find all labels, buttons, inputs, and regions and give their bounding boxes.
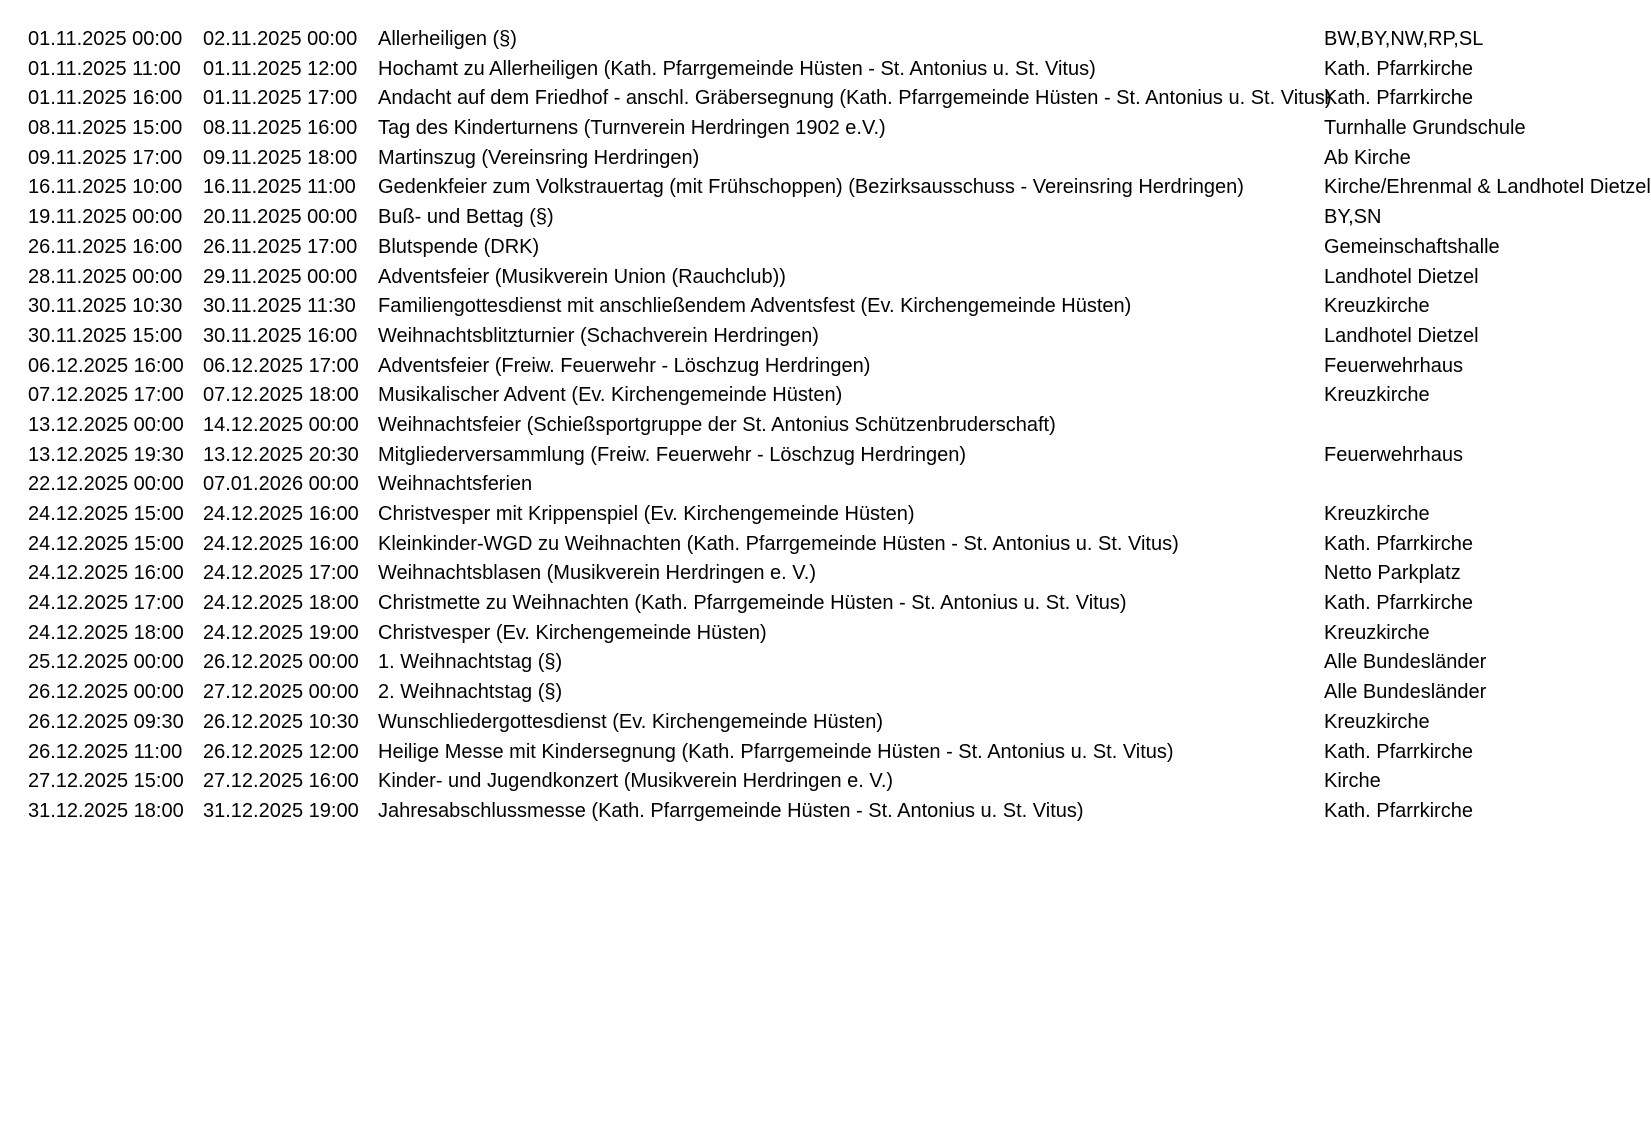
event-end: 07.01.2026 00:00 xyxy=(203,473,359,496)
event-start: 30.11.2025 10:30 xyxy=(28,295,183,318)
event-title: Allerheiligen (§) xyxy=(378,28,517,50)
event-start: 24.12.2025 15:00 xyxy=(28,532,184,555)
event-title: Kinder- und Jugendkonzert (Musikverein Herdringen e. V.) xyxy=(378,770,894,793)
event-start: 30.11.2025 15:00 xyxy=(28,324,183,347)
event-title: Familiengottesdienst mit anschließendem Adventsfest (Ev. Kirchengemeinde Hüsten) xyxy=(378,295,1132,318)
event-start: 22.12.2025 00:00 xyxy=(28,473,184,496)
event-title: Andacht auf dem Friedhof - anschl. Gräbersegnung (Kath. Pfarrgemeinde Hüsten - St. Antonius u. St. Vitus) xyxy=(378,87,1332,110)
event-location: BW,BY,NW,RP,SL xyxy=(1324,28,1484,50)
event-start: 27.12.2025 15:00 xyxy=(28,770,184,793)
event-start: 01.11.2025 00:00 xyxy=(28,28,183,50)
event-start: 25.12.2025 00:00 xyxy=(28,651,184,674)
event-row xyxy=(28,173,1651,203)
event-title: 2. Weihnachtstag (§) xyxy=(378,681,563,704)
event-end: 16.11.2025 11:00 xyxy=(203,176,356,199)
event-row xyxy=(28,322,1588,352)
event-location: Kath. Pfarrkirche xyxy=(1324,799,1473,822)
event-title: Gedenkfeier zum Volkstrauertag (mit Frühschoppen) (Bezirksausschuss - Vereinsring Herdringen) xyxy=(378,176,1244,199)
event-start: 19.11.2025 00:00 xyxy=(28,206,183,229)
event-title: Hochamt zu Allerheiligen (Kath. Pfarrgemeinde Hüsten - St. Antonius u. St. Vitus) xyxy=(378,57,1096,80)
event-location: Kreuzkirche xyxy=(1324,503,1430,525)
event-end: 30.11.2025 11:30 xyxy=(203,295,356,318)
event-end: 07.12.2025 18:00 xyxy=(203,384,359,407)
event-title: Christmette zu Weihnachten (Kath. Pfarrgemeinde Hüsten - St. Antonius u. St. Vitus) xyxy=(378,592,1127,615)
event-end: 06.12.2025 17:00 xyxy=(203,354,359,377)
event-start: 08.11.2025 15:00 xyxy=(28,117,183,140)
event-start: 24.12.2025 18:00 xyxy=(28,621,184,644)
event-row xyxy=(28,84,1588,114)
event-location: Ab Kirche xyxy=(1324,146,1411,169)
event-row xyxy=(28,678,1588,708)
event-row xyxy=(28,55,1588,85)
event-title: Adventsfeier (Freiw. Feuerwehr - Löschzug Herdringen) xyxy=(378,354,871,377)
event-row xyxy=(28,381,1588,411)
event-row xyxy=(28,470,1588,500)
event-start: 26.12.2025 09:30 xyxy=(28,710,184,733)
event-end: 29.11.2025 00:00 xyxy=(203,265,358,288)
event-location: BY,SN xyxy=(1324,206,1382,229)
event-end: 26.12.2025 12:00 xyxy=(203,740,359,763)
event-title: Martinszug (Vereinsring Herdringen) xyxy=(378,146,700,169)
event-title: Buß- und Bettag (§) xyxy=(378,206,554,229)
event-start: 07.12.2025 17:00 xyxy=(28,384,184,407)
event-location: Landhotel Dietzel xyxy=(1324,324,1479,347)
event-end: 26.11.2025 17:00 xyxy=(203,235,358,258)
event-location: Feuerwehrhaus xyxy=(1324,354,1463,377)
event-start: 31.12.2025 18:00 xyxy=(28,799,184,822)
event-end: 01.11.2025 17:00 xyxy=(203,87,358,110)
event-start: 28.11.2025 00:00 xyxy=(28,265,183,288)
event-end: 20.11.2025 00:00 xyxy=(203,206,358,229)
event-location: Kath. Pfarrkirche xyxy=(1324,592,1473,615)
event-start: 13.12.2025 19:30 xyxy=(28,443,184,466)
event-start: 24.12.2025 17:00 xyxy=(28,592,184,615)
event-start: 24.12.2025 16:00 xyxy=(28,562,184,585)
event-location: Landhotel Dietzel xyxy=(1324,265,1479,288)
event-end: 09.11.2025 18:00 xyxy=(203,146,358,169)
event-title: Mitgliederversammlung (Freiw. Feuerwehr - Löschzug Herdringen) xyxy=(378,443,966,466)
event-location: Kath. Pfarrkirche xyxy=(1324,87,1473,110)
event-end: 30.11.2025 16:00 xyxy=(203,324,358,347)
event-end: 24.12.2025 16:00 xyxy=(203,503,359,525)
event-location: Kath. Pfarrkirche xyxy=(1324,532,1473,555)
event-end: 14.12.2025 00:00 xyxy=(203,413,359,436)
event-row xyxy=(28,648,1588,678)
event-location: Kreuzkirche xyxy=(1324,710,1430,733)
event-end: 01.11.2025 12:00 xyxy=(203,57,358,80)
event-end: 13.12.2025 20:30 xyxy=(203,443,359,466)
event-schedule xyxy=(28,25,1651,827)
event-title: Christvesper (Ev. Kirchengemeinde Hüsten) xyxy=(378,621,767,644)
event-row xyxy=(28,767,1588,797)
event-row xyxy=(28,411,1588,441)
event-start: 01.11.2025 11:00 xyxy=(28,57,181,80)
event-row xyxy=(28,619,1588,649)
event-row xyxy=(28,797,1588,827)
event-start: 06.12.2025 16:00 xyxy=(28,354,184,377)
event-location: Netto Parkplatz xyxy=(1324,562,1461,585)
event-row xyxy=(28,500,1588,530)
event-end: 26.12.2025 00:00 xyxy=(203,651,359,674)
event-start: 26.12.2025 00:00 xyxy=(28,681,184,704)
event-row xyxy=(28,708,1588,738)
event-location: Kirche/Ehrenmal & Landhotel Dietzel xyxy=(1324,176,1651,199)
event-title: Weihnachtsblasen (Musikverein Herdringen e. V.) xyxy=(378,562,816,585)
event-row xyxy=(28,441,1588,471)
event-title: Jahresabschlussmesse (Kath. Pfarrgemeinde Hüsten - St. Antonius u. St. Vitus) xyxy=(378,799,1084,822)
event-end: 27.12.2025 16:00 xyxy=(203,770,359,793)
event-location: Alle Bundesländer xyxy=(1324,681,1487,704)
event-title: Musikalischer Advent (Ev. Kirchengemeinde Hüsten) xyxy=(378,384,843,407)
event-row xyxy=(28,114,1588,144)
event-title: Wunschliedergottesdienst (Ev. Kirchengemeinde Hüsten) xyxy=(378,710,884,733)
event-row xyxy=(28,738,1588,768)
event-end: 24.12.2025 16:00 xyxy=(203,532,359,555)
event-start: 26.12.2025 11:00 xyxy=(28,740,183,763)
event-location: Kreuzkirche xyxy=(1324,621,1430,644)
event-row xyxy=(28,144,1588,174)
event-row xyxy=(28,203,1588,233)
event-row xyxy=(28,25,1588,55)
event-row xyxy=(28,530,1588,560)
event-title: Heilige Messe mit Kindersegnung (Kath. Pfarrgemeinde Hüsten - St. Antonius u. St. Vitus) xyxy=(378,740,1174,763)
event-location: Turnhalle Grundschule xyxy=(1324,117,1526,140)
event-location: Kreuzkirche xyxy=(1324,384,1430,407)
event-end: 31.12.2025 19:00 xyxy=(203,799,359,822)
event-title: Blutspende (DRK) xyxy=(378,235,540,258)
event-end: 08.11.2025 16:00 xyxy=(203,117,358,140)
event-row xyxy=(28,233,1588,263)
event-end: 24.12.2025 18:00 xyxy=(203,592,359,615)
event-start: 01.11.2025 16:00 xyxy=(28,87,183,110)
event-end: 27.12.2025 00:00 xyxy=(203,681,359,704)
event-row xyxy=(28,292,1588,322)
event-row xyxy=(28,352,1588,382)
event-row xyxy=(28,589,1588,619)
event-start: 26.11.2025 16:00 xyxy=(28,235,183,258)
event-title: Christvesper mit Krippenspiel (Ev. Kirchengemeinde Hüsten) xyxy=(378,503,915,525)
event-end: 24.12.2025 17:00 xyxy=(203,562,359,585)
event-location: Kreuzkirche xyxy=(1324,295,1430,318)
event-title: Weihnachtsblitzturnier (Schachverein Herdringen) xyxy=(378,324,819,347)
event-row xyxy=(28,263,1588,293)
event-location: Kath. Pfarrkirche xyxy=(1324,57,1473,80)
event-title: Kleinkinder-WGD zu Weihnachten (Kath. Pfarrgemeinde Hüsten - St. Antonius u. St. Vitus) xyxy=(378,532,1179,555)
event-location: Feuerwehrhaus xyxy=(1324,443,1463,466)
event-title: Tag des Kinderturnens (Turnverein Herdringen 1902 e.V.) xyxy=(378,117,886,140)
event-location: Gemeinschaftshalle xyxy=(1324,235,1500,258)
event-row xyxy=(28,559,1588,589)
event-end: 24.12.2025 19:00 xyxy=(203,621,359,644)
event-title: Weihnachtsferien xyxy=(378,473,533,496)
event-end: 26.12.2025 10:30 xyxy=(203,710,359,733)
event-title: Weihnachtsfeier (Schießsportgruppe der St. Antonius Schützenbruderschaft) xyxy=(378,413,1056,436)
event-location: Alle Bundesländer xyxy=(1324,651,1487,674)
event-location: Kirche xyxy=(1324,770,1381,793)
event-start: 13.12.2025 00:00 xyxy=(28,413,184,436)
event-start: 24.12.2025 15:00 xyxy=(28,503,184,525)
event-end: 02.11.2025 00:00 xyxy=(203,28,358,50)
event-title: Adventsfeier (Musikverein Union (Rauchclub)) xyxy=(378,265,786,288)
event-start: 09.11.2025 17:00 xyxy=(28,146,183,169)
event-location: Kath. Pfarrkirche xyxy=(1324,740,1473,763)
event-start: 16.11.2025 10:00 xyxy=(28,176,183,199)
event-title: 1. Weihnachtstag (§) xyxy=(378,651,563,674)
